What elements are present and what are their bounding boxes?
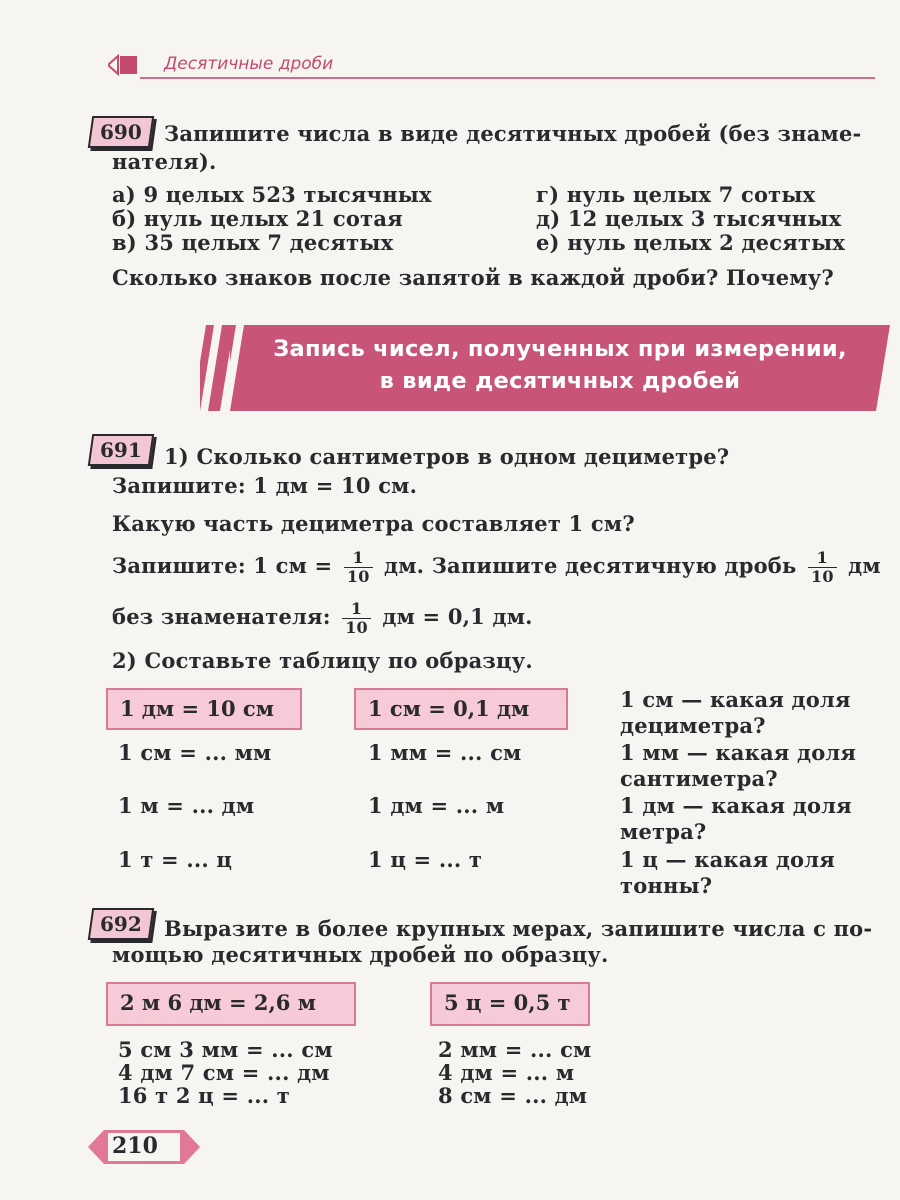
ex692-col2-row3: 8 см = ... дм: [438, 1083, 588, 1108]
ex690-item-d: г) нуль целых 7 сотых: [536, 182, 816, 207]
ex691-col2-row3: 1 ц = ... т: [368, 847, 483, 872]
ex691-write2-row: [112, 543, 881, 589]
ex691-question1: 1) Сколько сантиметров в одном дециметре?: [164, 444, 730, 469]
ex691-col1-row2: 1 м = ... дм: [118, 793, 255, 818]
fraction-one-tenth: $\frac{1}{10}$: [344, 549, 373, 587]
ex692-col1-row1: 5 см 3 мм = ... см: [118, 1037, 333, 1062]
header-divider: [140, 77, 875, 79]
exercise-number-692: 692: [88, 908, 154, 940]
ex691-col2-row1: 1 мм = ... см: [368, 740, 522, 765]
ex691-write3-b: дм = 0,1 дм.: [382, 604, 533, 629]
exercise-number-690: 690: [88, 116, 154, 148]
ex691-write3-a: без знаменателя:: [112, 604, 331, 629]
ex690-item-c: в) 35 целых 7 десятых: [112, 230, 394, 255]
ex690-item-b: б) нуль целых 21 сотая: [112, 206, 403, 231]
ex691-write2-c: дм: [848, 553, 881, 578]
ex691-write1: Запишите: 1 дм = 10 см.: [112, 473, 418, 498]
ex690-text-line2: нателя).: [112, 149, 217, 174]
banner-title-line2: в виде десятичных дробей: [379, 368, 741, 394]
example-box-m-dm: 2 м 6 дм = 2,6 м: [106, 982, 356, 1026]
ex690-item-f: е) нуль целых 2 десятых: [536, 230, 846, 255]
example-box-dm-cm: 1 дм = 10 см: [106, 688, 302, 730]
ex692-col2-row1: 2 мм = ... см: [438, 1037, 592, 1062]
ex690-question: Сколько знаков после запятой в каждой дроби? Почему?: [112, 265, 834, 290]
ex692-text-line2: мощью десятичных дробей по образцу.: [112, 942, 609, 967]
exercise-number-691: 691: [88, 434, 154, 466]
ex691-col3-item4-a: 1 ц — какая доля: [620, 847, 835, 872]
ex691-col3-item3-b: метра?: [620, 819, 707, 844]
ex691-col3-item3-a: 1 дм — какая доля: [620, 793, 852, 818]
ex691-write2-b: дм. Запишите десятичную дробь: [384, 553, 797, 578]
banner-title-line1: Запись чисел, полученных при измерении,: [273, 336, 847, 362]
ex690-text-line1: Запишите числа в виде десятичных дробей (без знаме-: [164, 121, 862, 146]
ex691-question2: Какую часть дециметра составляет 1 см?: [112, 511, 635, 536]
ex692-col1-row3: 16 т 2 ц = ... т: [118, 1083, 290, 1108]
fraction-one-tenth-3: $\frac{1}{10}$: [342, 600, 371, 638]
fraction-one-tenth-2: $\frac{1}{10}$: [808, 549, 837, 587]
ex692-text-line1: Выразите в более крупных мерах, запишите числа с по-: [164, 916, 873, 941]
ex691-col1-row1: 1 см = ... мм: [118, 740, 272, 765]
ex692-col2-row2: 4 дм = ... м: [438, 1060, 575, 1085]
ex691-question3: 2) Составьте таблицу по образцу.: [112, 648, 533, 673]
example-box-cm-dm: 1 см = 0,1 дм: [354, 688, 568, 730]
ex691-col3-item1-b: дециметра?: [620, 713, 766, 738]
ex690-item-e: д) 12 целых 3 тысячных: [536, 206, 842, 231]
ex690-item-a: а) 9 целых 523 тысячных: [112, 182, 432, 207]
ex691-col3-item4-b: тонны?: [620, 873, 713, 898]
ex691-col1-row3: 1 т = ... ц: [118, 847, 233, 872]
page-number: 210: [112, 1133, 158, 1159]
ex691-col2-row2: 1 дм = ... м: [368, 793, 505, 818]
ex691-col3-item1-a: 1 см — какая доля: [620, 687, 851, 712]
ex692-col1-row2: 4 дм 7 см = ... дм: [118, 1060, 330, 1085]
example-box-c-t: 5 ц = 0,5 т: [430, 982, 590, 1026]
ex691-write3-row: [112, 594, 533, 640]
chapter-marker-icon: [108, 54, 138, 76]
chapter-title: Десятичные дроби: [164, 54, 334, 74]
ex691-col3-item2-a: 1 мм — какая доля: [620, 740, 857, 765]
ex691-col3-item2-b: сантиметра?: [620, 766, 778, 791]
ex691-write2-a: Запишите: 1 см =: [112, 553, 333, 578]
